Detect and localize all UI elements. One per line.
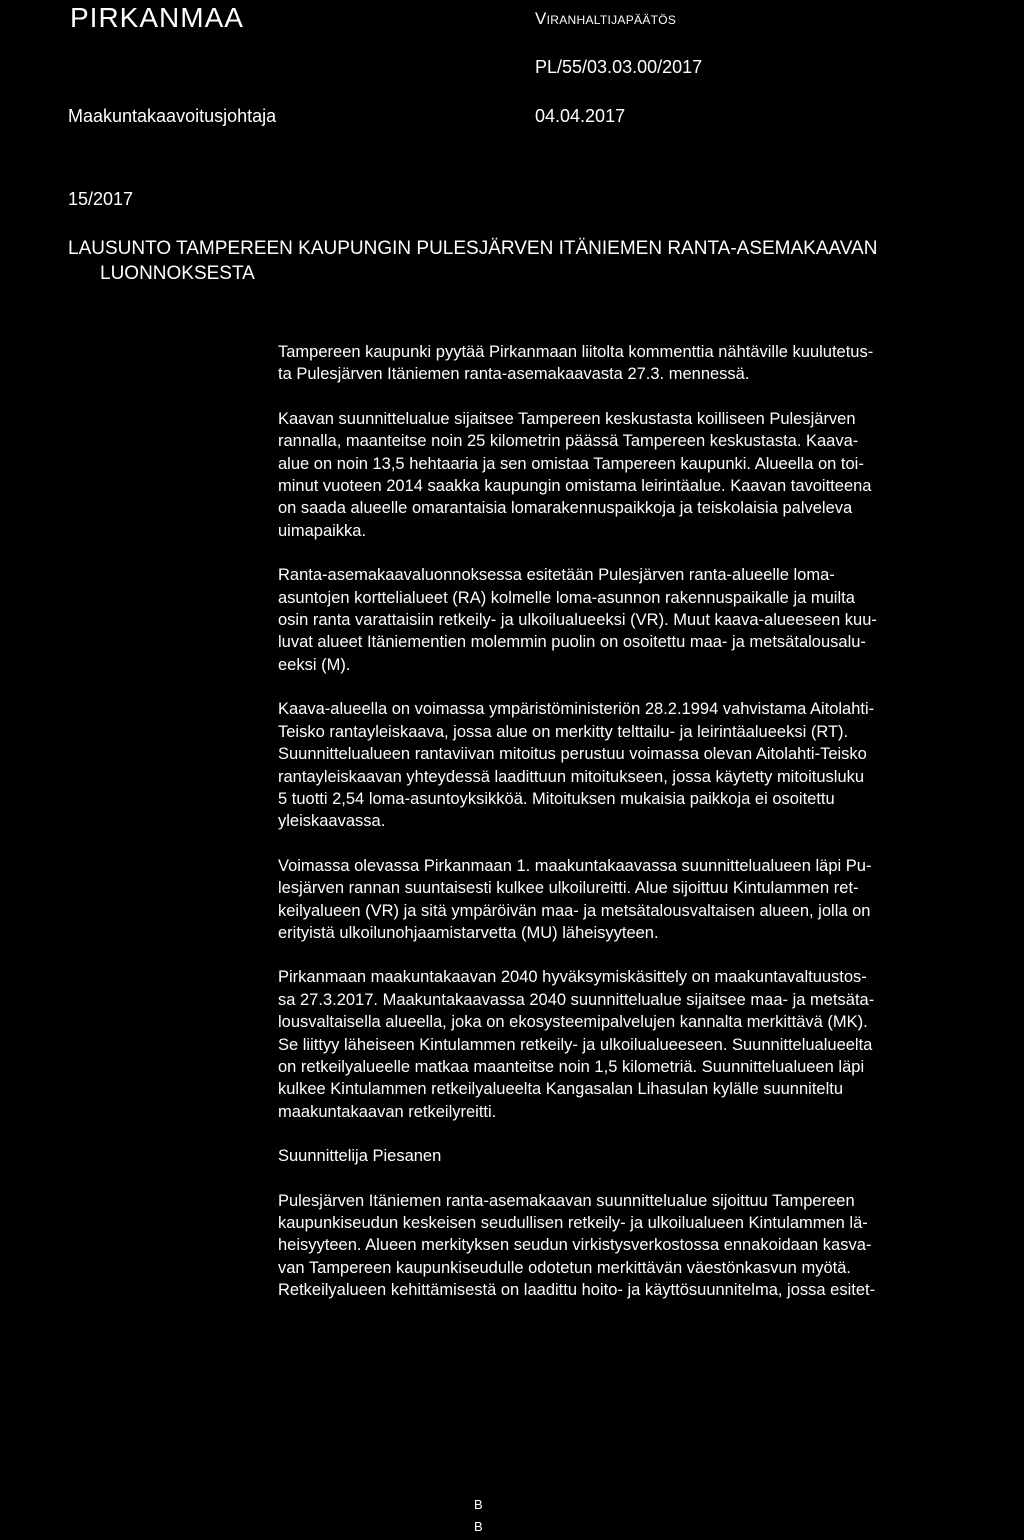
document-date: 04.04.2017 (535, 106, 626, 126)
paragraph-line: Kaava-alueella on voimassa ympäristöministeriön 28.2.1994 vahvistama Aitolahti- (278, 700, 875, 719)
paragraph (278, 966, 1013, 1123)
body-text (278, 341, 1013, 1324)
paragraph-line: on saada alueelle omarantaisia lomarakennuspaikkoja ja teiskolaisia palveleva (278, 499, 853, 518)
paragraph (278, 564, 1013, 676)
paragraph-line: alue on noin 13,5 hehtaaria ja sen omistaa Tampereen kaupunki. Alueella on toi- (278, 454, 864, 473)
document-title (68, 236, 988, 286)
paragraph-line: keilyalueen (VR) ja sitä ympäröivän maa- ja metsätalousvaltaisen alueen, jolla on (278, 901, 871, 920)
paragraph-line: Ranta-asemakaavaluonnoksessa esitetään Pulesjärven ranta-alueelle loma- (278, 566, 835, 585)
paragraph-line: lousvaltaisella alueella, joka on ekosysteemipalvelujen kannalta merkittävä (MK). (278, 1013, 868, 1032)
decision-number: 15/2017 (68, 189, 134, 209)
paragraph-line: rantayleiskaavan yhteydessä laadittuun mitoitukseen, jossa käytetty mitoitusluku (278, 767, 865, 786)
paragraph-line: yleiskaavassa. (278, 812, 386, 831)
footer-mark-1: B (474, 1497, 483, 1512)
paragraph-line: maakuntakaavan retkeilyreitti. (278, 1102, 497, 1121)
title-line-2: LUONNOKSESTA (100, 263, 255, 284)
paragraph-line: Se liittyy läheiseen Kintulammen retkeily- ja ulkoilualueeseen. Suunnittelualueelta (278, 1035, 873, 1054)
footer-mark-2: B (474, 1519, 483, 1534)
document-type: Viranhaltijapäätös (535, 9, 677, 28)
paragraph-line: rannalla, maanteitse noin 25 kilometrin päässä Tampereen keskustasta. Kaava- (278, 432, 859, 451)
paragraph-line: lesjärven rannan suuntaisesti kulkee ulkoilureitti. Alue sijoittuu Kintulammen ret- (278, 879, 859, 898)
paragraph-line: ta Pulesjärven Itäniemen ranta-asemakaavasta 27.3. mennessä. (278, 365, 750, 384)
paragraph (278, 855, 1013, 945)
paragraph-line: Tampereen kaupunki pyytää Pirkanmaan liitolta kommenttia nähtäville kuulutetus- (278, 343, 874, 361)
paragraph-line: luvat alueet Itäniementien molemmin puolin on osoitettu maa- ja metsätalousalu- (278, 633, 866, 652)
paragraph-line: on retkeilyalueelle matkaa maanteitse noin 1,5 kilometriä. Suunnittelualueen läpi (278, 1057, 865, 1076)
paragraph-line: Pulesjärven Itäniemen ranta-asemakaavan suunnittelualue sijoittuu Tampereen (278, 1191, 855, 1210)
paragraph-line: Pirkanmaan maakuntakaavan 2040 hyväksymiskäsittely on maakuntavaltuustos- (278, 968, 867, 987)
paragraph (278, 408, 1013, 542)
paragraph-line: 5 tuotti 2,54 loma-asuntoyksikköä. Mitoituksen mukaisia paikkoja ei osoitettu (278, 789, 835, 808)
paragraph (278, 698, 1013, 832)
title-line-1: LAUSUNTO TAMPEREEN KAUPUNGIN PULESJÄRVEN ITÄNIEMEN RANTA-ASEMAKAAVAN (68, 238, 878, 259)
paragraph-line: osin ranta varattaisiin retkeily- ja ulkoilualueeksi (VR). Muut kaava-alueeseen kuu- (278, 611, 877, 630)
paragraph-line: Suunnittelualueen rantaviivan mitoitus perustuu voimassa olevan Aitolahti-Teisko (278, 745, 867, 764)
paragraph-line: sa 27.3.2017. Maakuntakaavassa 2040 suunnittelualue sijaitsee maa- ja metsäta- (278, 990, 875, 1009)
paragraph-line: Kaavan suunnittelualue sijaitsee Tampereen keskustasta koilliseen Pulesjärven (278, 409, 856, 428)
paragraph-line: minut vuoteen 2014 saakka kaupungin omistama leirintäalue. Kaavan tavoitteena (278, 477, 872, 496)
paragraph-line: Voimassa olevassa Pirkanmaan 1. maakuntakaavassa suunnittelualueen läpi Pu- (278, 856, 872, 875)
paragraph-line: asuntojen korttelialueet (RA) kolmelle loma-asunnon rakennuspaikalle ja muilta (278, 588, 855, 607)
document-number: PL/55/03.03.00/2017 (535, 57, 703, 77)
paragraph-line: Suunnittelija Piesanen (278, 1147, 442, 1166)
paragraph-line: van Tampereen kaupunkiseudulle odotetun merkittävän väestönkasvun myötä. (278, 1258, 851, 1277)
paragraph-line: heisyyteen. Alueen merkityksen seudun virkistysverkostossa ennakoidaan kasva- (278, 1236, 872, 1255)
paragraph-line: uimapaikka. (278, 521, 367, 540)
paragraph-line: erityistä ulkoilunohjaamistarvetta (MU) läheisyyteen. (278, 923, 659, 942)
paragraph-line: eeksi (M). (278, 655, 351, 674)
paragraph (278, 1145, 1013, 1167)
official-role: Maakuntakaavoitusjohtaja (68, 106, 277, 126)
organization-name: PIRKANMAA (70, 2, 244, 33)
paragraph (278, 341, 1013, 386)
paragraph-line: kaupunkiseudun keskeisen seudullisen retkeily- ja ulkoilualueen Kintulammen lä- (278, 1214, 868, 1232)
paragraph-line: Teisko rantayleiskaava, jossa alue on merkitty telttailu- ja leirintäalueeksi (RT). (278, 722, 849, 741)
paragraph-line: kulkee Kintulammen retkeilyalueelta Kangasalan Lihasulan kylälle suunniteltu (278, 1080, 844, 1099)
paragraph (278, 1190, 1013, 1302)
paragraph-line: Retkeilyalueen kehittämisestä on laadittu hoito- ja käyttösuunnitelma, jossa esitet- (278, 1281, 876, 1300)
